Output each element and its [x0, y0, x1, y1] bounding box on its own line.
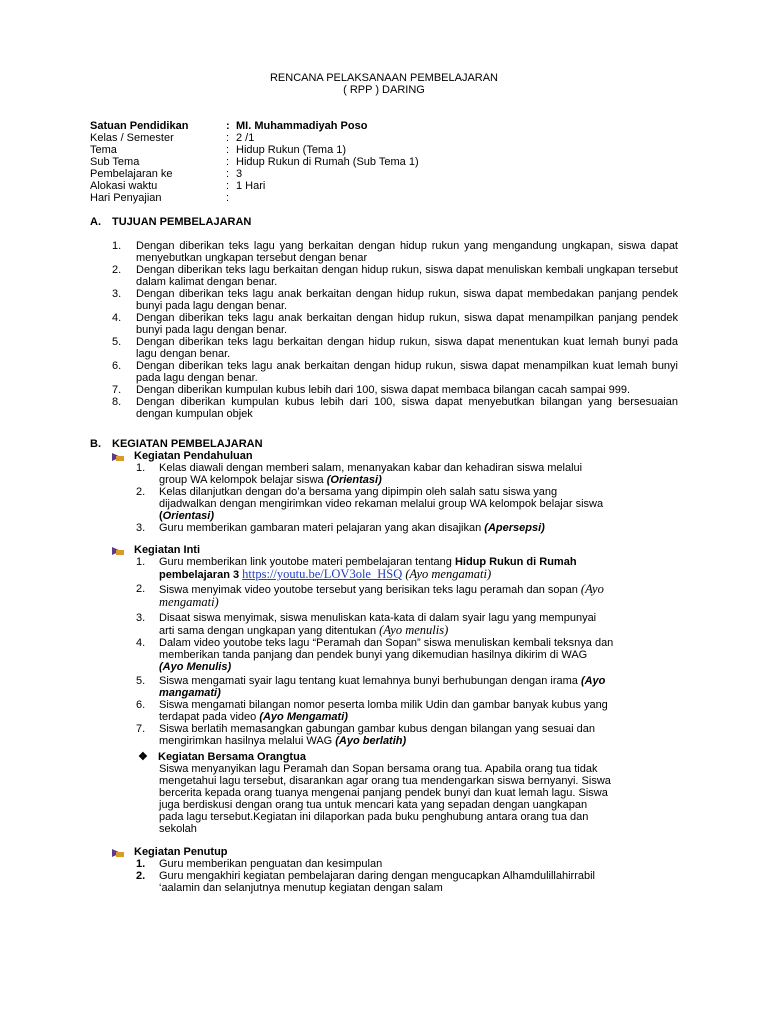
text-line: bercerita kepada orang tuanya mengenai panjang pendek bunyi dan kuat lemah lagu. Siswa [159, 787, 608, 799]
item-text [159, 486, 678, 522]
item-number: 2. [136, 583, 146, 595]
text-line: Guru mengakhiri kegiatan pembelajaran daring dengan mengucapkan Alhamdulillahirrabil [159, 870, 595, 882]
item-text: Dengan diberikan teks lagu anak berkaitan dengan hidup rukun, siswa dapat menampilkan kuat lemah bunyi pada lagu dengan benar. [136, 360, 678, 384]
item-text: Dengan diberikan teks lagu berkaitan dengan hidup rukun, siswa dapat menuliskan kembali ungkapan tersebut dalam kalimat dengan benar. [136, 264, 678, 288]
section-letter: B. [90, 438, 101, 450]
identity-block [90, 120, 690, 204]
text-line: mengirimkan hasilnya melalui WAG [159, 735, 336, 747]
section-a-heading [90, 216, 251, 228]
text-line: juga berdiskusi dengan orang tua untuk mencari kata yang sepadan dengan uangkapan [159, 799, 588, 811]
pendahuluan-list [136, 462, 678, 534]
list-item [112, 264, 678, 288]
identity-key: Hari Penyajian [90, 192, 162, 204]
item-text [159, 522, 678, 534]
text-line: pada lagu tersebut.Kegiatan ini dilaporkan pada buku penghubung antara orang tua dan [159, 811, 589, 823]
identity-sep: : [226, 156, 230, 168]
diamond-bullet-icon: ❖ [138, 751, 148, 763]
item-text: Dengan diberikan kumpulan kubus lebih dari 100, siswa dapat menyebutkan bilangan yang bersesuaian dengan kumpulan objek [136, 396, 678, 420]
activity-tag: (Ayo berlatih) [335, 735, 407, 747]
list-item [136, 699, 678, 723]
item-text: Dengan diberikan teks lagu berkaitan dengan hidup rukun, siswa dapat menentukan kuat lemah bunyi pada lagu dengan benar. [136, 336, 678, 360]
inti-heading [112, 544, 200, 556]
subsection-title: Kegiatan Pendahuluan [134, 450, 253, 462]
item-number: 3. [136, 522, 146, 534]
text-line: Dalam video youtobe teks lagu “Peramah dan Sopan” siswa menuliskan kembali teksnya dan [159, 637, 614, 649]
item-text [159, 675, 678, 699]
item-text: Dengan diberikan teks lagu yang berkaitan dengan hidup rukun yang mengandung ungkapan, siswa dapat menyebutkan ungkapan tersebut dengan benar [136, 240, 678, 264]
penutup-heading [112, 846, 228, 858]
list-item [112, 312, 678, 336]
list-item [136, 556, 678, 581]
list-item [112, 396, 678, 420]
item-text: Dengan diberikan kumpulan kubus lebih dari 100, siswa dapat membaca bilangan cacah sampai 999. [136, 384, 631, 396]
identity-row [90, 132, 690, 144]
youtube-link[interactable]: https://youtu.be/LOV3ole_HSQ [242, 567, 403, 581]
text-line: Siswa menyanyikan lagu Peramah dan Sopan bersama orang tua. Apabila orang tua tidak [159, 763, 598, 775]
text-line: Guru memberikan gambaran materi pelajaran yang akan disajikan [159, 522, 485, 534]
list-item [112, 288, 678, 312]
item-number: 3. [112, 288, 122, 300]
orangtua-paragraph [159, 763, 679, 835]
identity-sep: : [226, 144, 230, 156]
list-item [136, 462, 678, 486]
subsection-title: Kegiatan Penutup [134, 846, 228, 858]
activity-tag: mengamati) [159, 595, 219, 609]
penutup-list [136, 858, 678, 894]
arrow-bullet-icon [112, 544, 128, 556]
item-text [159, 637, 678, 673]
item-number: 1. [136, 858, 146, 870]
text-line: ( [159, 510, 163, 522]
item-number: 4. [136, 637, 146, 649]
section-title: TUJUAN PEMBELAJARAN [112, 216, 252, 228]
item-number: 1. [136, 462, 146, 474]
text-line: Siswa mengamati syair lagu tentang kuat lemahnya bunyi berhubungan dengan irama [159, 675, 581, 687]
activity-tag: (Ayo mengamati) [402, 567, 492, 581]
identity-row [90, 156, 690, 168]
text-line: memberikan tanda panjang dan pendek bunyi yang dikemudian hasilnya dikirim di WAG [159, 649, 588, 661]
list-item [112, 360, 678, 384]
text-line: Kelas diawali dengan memberi salam, menanyakan kabar dan kehadiran siswa melalui [159, 462, 583, 474]
section-letter: A. [90, 216, 101, 228]
list-item [136, 583, 678, 609]
identity-row [90, 120, 690, 132]
text-line: Disaat siswa menyimak, siswa menuliskan kata-kata di dalam syair lagu yang mempunyai [159, 612, 597, 624]
identity-key: Tema [90, 144, 117, 156]
item-number: 1. [112, 240, 122, 252]
activity-tag: (Ayo [580, 582, 604, 596]
text-line: group WA kelompok belajar siswa [159, 474, 327, 486]
list-item [112, 336, 678, 360]
list-item [136, 870, 678, 894]
activity-tag: (Ayo Menulis) [159, 661, 232, 673]
document-title: RENCANA PELAKSANAAN PEMBELAJARAN [269, 72, 499, 84]
identity-row [90, 192, 690, 204]
text-line: terdapat pada video [159, 711, 260, 723]
identity-key: Alokasi waktu [90, 180, 158, 192]
item-number: 1. [136, 556, 146, 568]
item-number: 6. [136, 699, 146, 711]
identity-sep: : [226, 180, 230, 192]
identity-value: 3 [236, 168, 243, 180]
section-title: KEGIATAN PEMBELAJARAN [112, 438, 263, 450]
objectives-list [112, 240, 678, 420]
activity-tag: (Ayo [580, 675, 606, 687]
list-item [136, 723, 678, 747]
item-number: 7. [112, 384, 122, 396]
item-number: 2. [136, 486, 146, 498]
identity-key: Pembelajaran ke [90, 168, 173, 180]
list-item [136, 612, 678, 637]
document-subtitle: ( RPP ) DARING [343, 84, 425, 96]
identity-value: MI. Muhammadiyah Poso [236, 120, 368, 132]
text-line: Siswa menyimak video youtobe tersebut yang berisikan teks lagu peramah dan sopan [159, 584, 581, 596]
list-item [136, 522, 678, 534]
section-b-heading [90, 438, 263, 450]
text-line: Siswa berlatih memasangkan gabungan gambar kubus dengan bilangan yang sesuai dan [159, 723, 596, 735]
text-line: Guru memberikan link youtobe materi pembelajaran tentang [159, 556, 455, 568]
item-text: Dengan diberikan teks lagu anak berkaitan dengan hidup rukun, siswa dapat membedakan panjang pendek bunyi pada lagu dengan benar. [136, 288, 678, 312]
item-number: 6. [112, 360, 122, 372]
item-number: 2. [136, 870, 146, 882]
identity-sep: : [226, 120, 230, 132]
text-line: mengetahui lagu tersebut, disarankan agar orang tua mendengarkan siswa bernyanyi. Siswa [159, 775, 611, 787]
identity-row [90, 180, 690, 192]
text-line: dijadwalkan dengan mengirimkan video rekaman melalui group WA kelompok belajar siswa [159, 498, 604, 510]
item-number: 7. [136, 723, 146, 735]
list-item [136, 858, 678, 870]
item-number: 4. [112, 312, 122, 324]
text-line: Kelas dilanjutkan dengan do’a bersama yang dipimpin oleh salah satu siswa yang [159, 486, 558, 498]
arrow-bullet-icon [112, 846, 128, 858]
activity-tag: (Orientasi) [326, 474, 382, 486]
subsection-title: Kegiatan Inti [134, 544, 201, 556]
identity-value: Hidup Rukun di Rumah (Sub Tema 1) [236, 156, 419, 168]
pendahuluan-heading [112, 450, 253, 462]
item-text [159, 612, 678, 637]
item-number: 8. [112, 396, 122, 408]
list-item [136, 637, 678, 673]
orangtua-heading [138, 751, 306, 763]
identity-sep: : [226, 168, 230, 180]
inti-list [136, 556, 678, 747]
item-text [159, 870, 678, 894]
text-line: ‘aalamin dan selanjutnya menutup kegiatan dengan salam [159, 882, 443, 894]
list-item [112, 384, 678, 396]
arrow-bullet-icon [112, 450, 128, 462]
identity-sep: : [226, 132, 230, 144]
identity-value: 1 Hari [236, 180, 266, 192]
topic-highlight: Hidup Rukun di Rumah [454, 556, 577, 568]
text-line: sekolah [159, 823, 197, 835]
activity-tag: (Ayo Mengamati) [259, 711, 348, 723]
list-item [136, 486, 678, 522]
item-text [159, 699, 678, 723]
identity-key: Kelas / Semester [90, 132, 174, 144]
activity-tag: (Apersepsi) [484, 522, 545, 534]
identity-value: 2 /1 [236, 132, 255, 144]
item-number: 5. [136, 675, 146, 687]
list-item [112, 240, 678, 264]
list-item [136, 675, 678, 699]
text-line: arti sama dengan ungkapan yang ditentukan [159, 625, 380, 637]
identity-key: Sub Tema [90, 156, 140, 168]
item-text: Dengan diberikan teks lagu anak berkaitan dengan hidup rukun, siswa dapat menampilkan panjang pendek bunyi pada lagu dengan benar. [136, 312, 678, 336]
item-number: 3. [136, 612, 146, 624]
item-text [159, 723, 678, 747]
identity-value: Hidup Rukun (Tema 1) [236, 144, 347, 156]
item-text [159, 462, 678, 486]
activity-tag: (Ayo menulis) [379, 623, 449, 637]
item-number: 5. [112, 336, 122, 348]
identity-sep: : [226, 192, 230, 204]
identity-row [90, 168, 690, 180]
item-text [159, 583, 678, 609]
activity-tag: mangamati) [159, 687, 221, 699]
text-line: Siswa mengamati bilangan nomor peserta lomba milik Udin dan gambar banyak kubus yang [159, 699, 608, 711]
item-text: Guru memberikan penguatan dan kesimpulan [159, 858, 383, 870]
item-number: 2. [112, 264, 122, 276]
activity-tag: Orientasi) [162, 510, 215, 522]
identity-key: Satuan Pendidikan [90, 120, 189, 132]
text-line: pembelajaran 3 [159, 569, 243, 581]
item-text [159, 556, 678, 581]
subsection-title: Kegiatan Bersama Orangtua [158, 751, 306, 763]
identity-row [90, 144, 690, 156]
